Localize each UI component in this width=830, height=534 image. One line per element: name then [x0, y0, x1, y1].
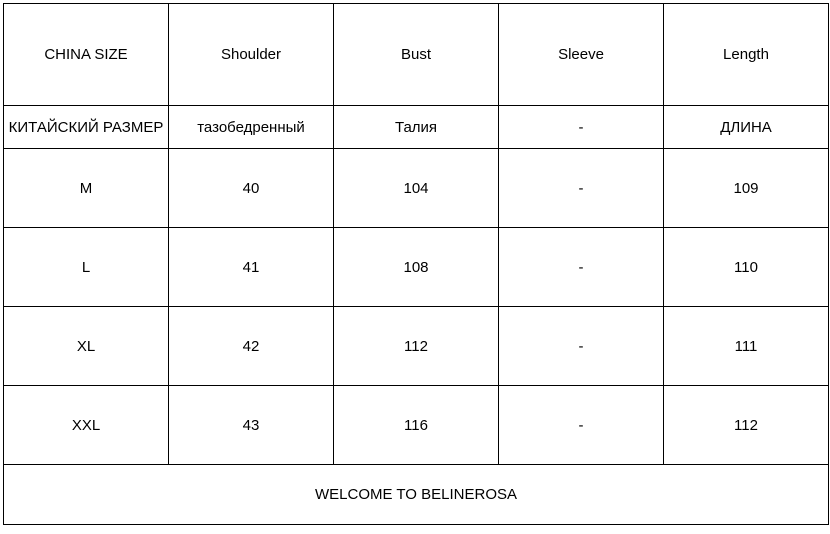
length-cell: 111 [664, 307, 829, 386]
footer-text: WELCOME TO BELINEROSA [4, 465, 829, 525]
size-cell: M [4, 149, 169, 228]
header-ru-cell-length: ДЛИНА [664, 106, 829, 149]
shoulder-cell: 40 [169, 149, 334, 228]
header-cell-shoulder: Shoulder [169, 4, 334, 106]
sleeve-cell: - [499, 386, 664, 465]
size-cell: L [4, 228, 169, 307]
sleeve-cell: - [499, 149, 664, 228]
header-row-russian [4, 106, 829, 149]
table-row [4, 228, 829, 307]
shoulder-cell: 42 [169, 307, 334, 386]
header-cell-size: CHINA SIZE [4, 4, 169, 106]
length-cell: 110 [664, 228, 829, 307]
header-ru-cell-size: КИТАЙСКИЙ РАЗМЕР [4, 106, 169, 149]
length-cell: 109 [664, 149, 829, 228]
size-chart-table [3, 3, 829, 525]
table-row [4, 307, 829, 386]
size-cell: XL [4, 307, 169, 386]
header-ru-cell-hip: тазобедренный [169, 106, 334, 149]
bust-cell: 116 [334, 386, 499, 465]
bust-cell: 112 [334, 307, 499, 386]
header-cell-length: Length [664, 4, 829, 106]
header-ru-cell-sleeve: - [499, 106, 664, 149]
header-cell-bust: Bust [334, 4, 499, 106]
table-row [4, 386, 829, 465]
shoulder-cell: 43 [169, 386, 334, 465]
header-ru-cell-waist: Талия [334, 106, 499, 149]
bust-cell: 104 [334, 149, 499, 228]
sleeve-cell: - [499, 307, 664, 386]
footer-row [4, 465, 829, 525]
header-row [4, 4, 829, 106]
sleeve-cell: - [499, 228, 664, 307]
shoulder-cell: 41 [169, 228, 334, 307]
bust-cell: 108 [334, 228, 499, 307]
size-cell: XXL [4, 386, 169, 465]
length-cell: 112 [664, 386, 829, 465]
header-cell-sleeve: Sleeve [499, 4, 664, 106]
table-row [4, 149, 829, 228]
